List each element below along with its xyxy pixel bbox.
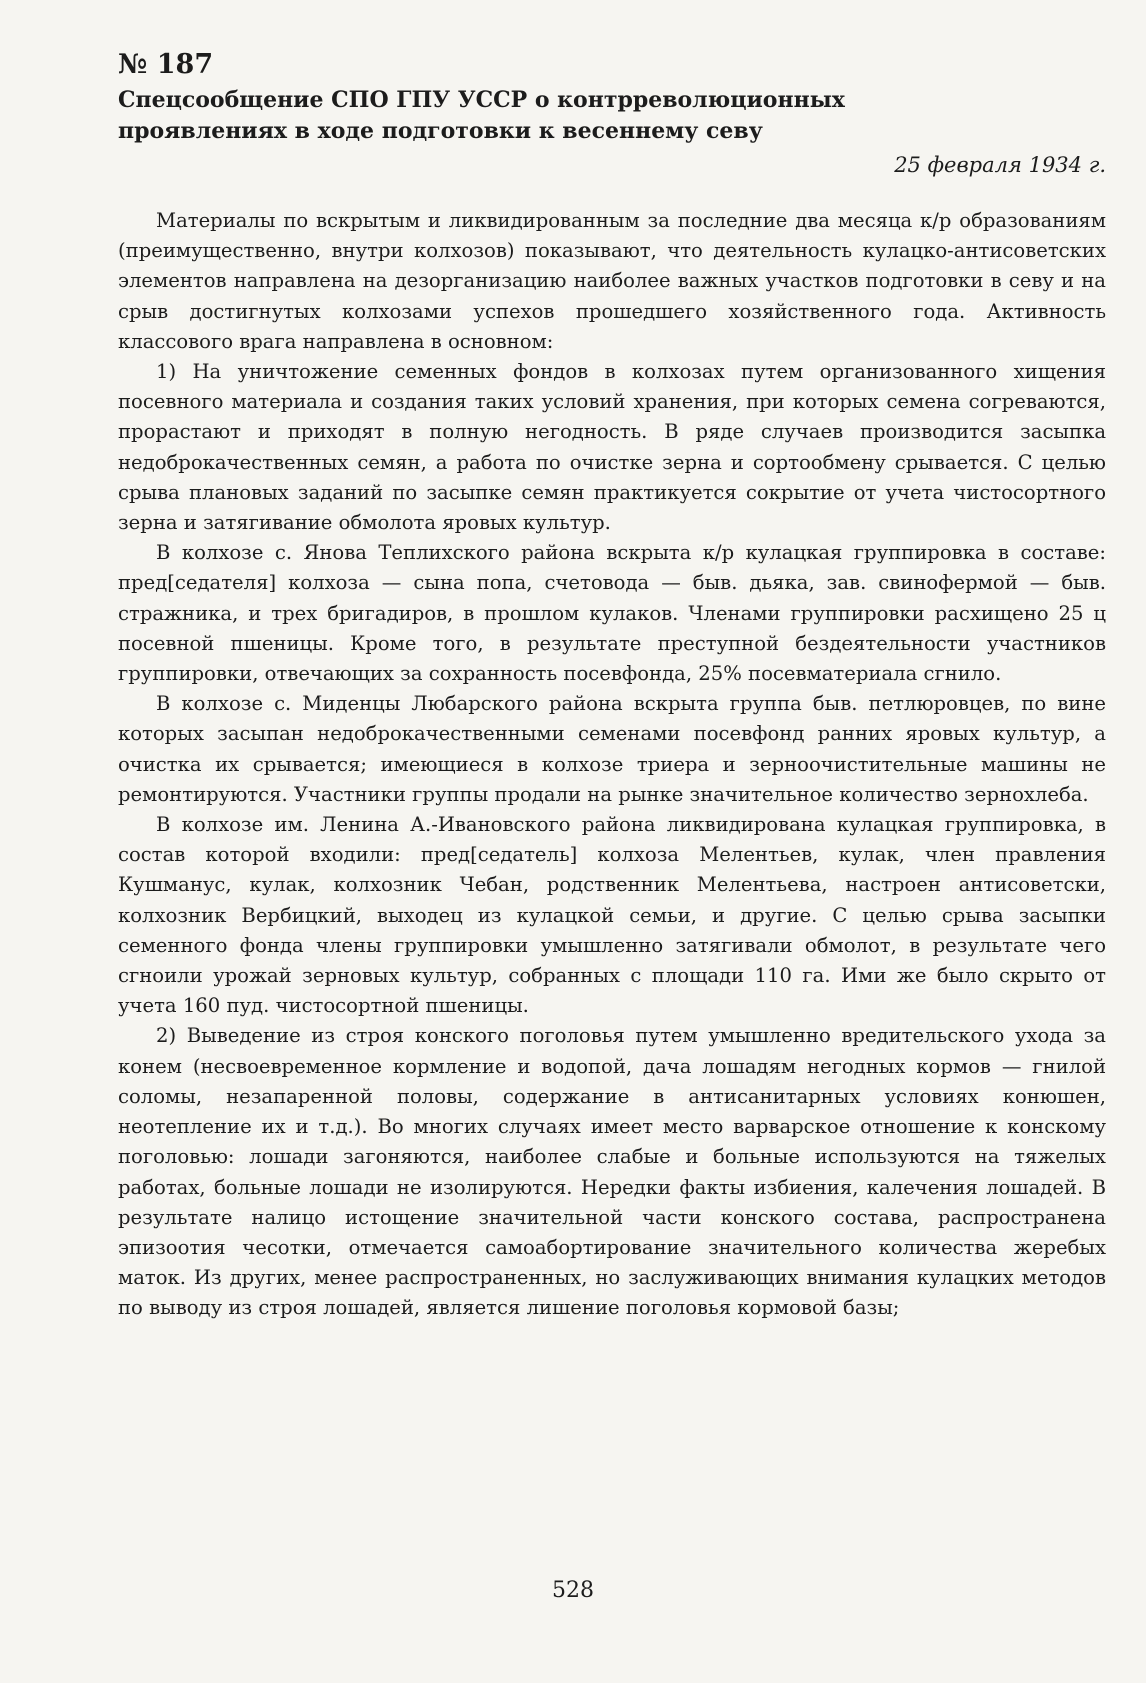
paragraph: Материалы по вскрытым и ликвидированным за последние два месяца к/р образованиям (преимущественно, внутри колхозов) показывают, что деятельность кулацко-антисоветских элементов направлена на дезорганизацию наиболее важных участков подготовки в севу и на срыв достигнутых колхозами успехов прошедшего хозяйственного года. Активность классового врага направлена в основном:	[118, 209, 1106, 353]
paragraph: В колхозе им. Ленина А.-Ивановского района ликвидирована кулацкая группировка, в состав которой входили: пред[седатель] колхоза Мелентьев, кулак, член правления Кушманус, кулак, колхозник Чебан, родственник Мелентьева, настроен антисоветски, колхозник Вербицкий, выходец из кулацкой семьи, и другие. С целью срыва засыпки семенного фонда члены группировки умышленно затягивали обмолот, в результате чего сгноили урожай зерновых культур, собранных с площади 110 га. Ими же было скрыто от учета 160 пуд. чистосортной пшеницы.	[118, 813, 1106, 1018]
paragraph: 1) На уничтожение семенных фондов в колхозах путем организованного хищения посевного материала и создания таких условий хранения, при которых семена согреваются, прорастают и приходят в полную негодность. В ряде случаев производится засыпка недоброкачественных семян, а работа по очистке зерна и сортообмену срывается. С целью срыва плановых заданий по засыпке семян практикуется сокрытие от учета чистосортного зерна и затягивание обмолота яровых культур.	[118, 360, 1106, 535]
document-body	[118, 206, 1106, 1324]
page-number: 528	[552, 1578, 594, 1603]
document-date: 25 февраля 1934 г.	[894, 153, 1106, 177]
paragraph: В колхозе с. Янова Теплихского района вскрыта к/р кулацкая группировка в составе: пред[седателя] колхоза — сына попа, счетовода — быв. дьяка, зав. свинофермой — быв. стражника, и трех бригадиров, в прошлом кулаков. Членами группировки расхищено 25 ц посевной пшеницы. Кроме того, в результате преступной бездеятельности участников группировки, отвечающих за сохранность посевфонда, 25% посевматериала сгнило.	[118, 541, 1106, 686]
paragraph: В колхозе с. Миденцы Любарского района вскрыта группа быв. петлюровцев, по вине которых засыпан недоброкачественными семенами посевфонд ранних яровых культур, а очистка их срывается; имеющиеся в колхозе триера и зерноочистительные машины не ремонтируются. Участники группы продали на рынке значительное количество зернохлеба.	[118, 692, 1106, 806]
document-title: Спецсообщение СПО ГПУ УССР о контрреволюционных проявлениях в ходе подготовки к весеннему севу	[118, 87, 845, 144]
document-number: № 187	[118, 49, 214, 80]
paragraph: 2) Выведение из строя конского поголовья путем умышленно вредительского ухода за конем (несвоевременное кормление и водопой, дача лошадям негодных кормов — гнилой соломы, незапаренной половы, содержание в антисанитарных условиях конюшен, неотепление их и т.д.). Во многих случаях имеет место варварское отношение к конскому поголовью: лошади загоняются, наиболее слабые и больные используются на тяжелых работах, больные лошади не изолируются. Нередки факты избиения, калечения лошадей. В результате налицо истощение значительной части конского состава, распространена эпизоотия чесотки, отмечается самоабортирование значительного количества жеребых маток. Из других, менее распространенных, но заслуживающих внимания кулацких методов по выводу из строя лошадей, является лишение поголовья кормовой базы;	[118, 1024, 1106, 1320]
